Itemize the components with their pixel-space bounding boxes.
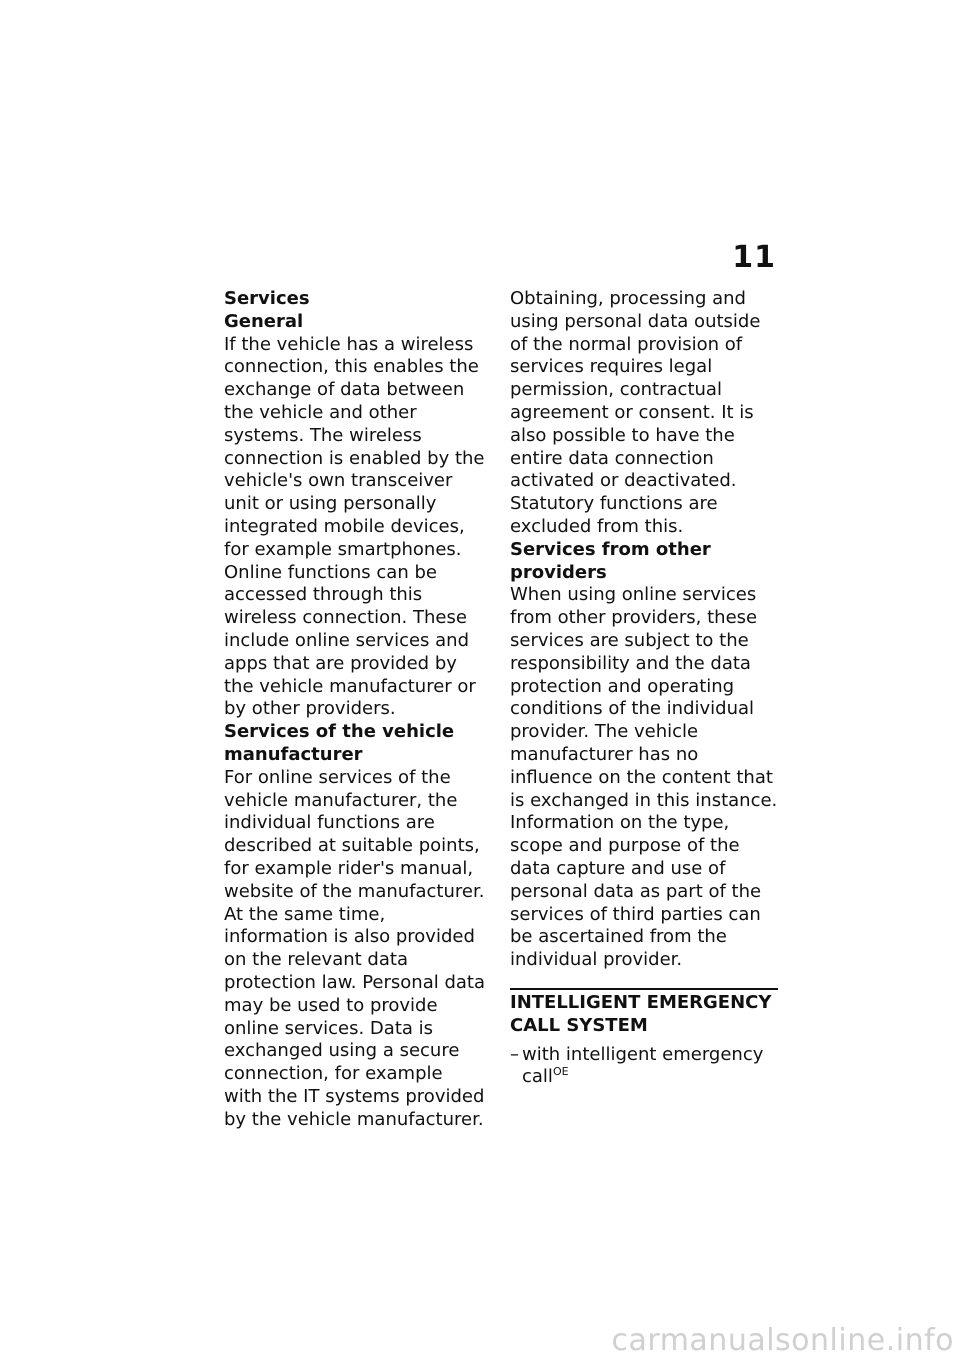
services-heading: Services <box>224 288 310 309</box>
list-dash: – <box>510 1043 519 1065</box>
other-providers-paragraph: When using online services from other providers, these services are subject to the responsibility and the data protection and operating conditions of the individual provider. The vehicle manufacturer has no influence on the content that is exchanged in this instance. Information on the type, scope and purpose of the data capture and use of personal data as part of the services of third parties can be ascertained from the individual provider. <box>510 584 778 971</box>
general-paragraph: If the vehicle has a wireless connection, this enables the exchange of data between the vehicle and other systems. The wireless connection is enabled by the vehicle's own transceiver unit or using personally integrated mobile devices, for example smartphones. Online functions can be accessed through this wireless connection. These include online services and apps that are provided by the vehicle manufacturer or by other providers. <box>224 333 485 720</box>
page-number: 11 <box>732 240 776 275</box>
continuation-paragraph: Obtaining, processing and using personal data outside of the normal provision of services requires legal permission, contractual agreement or consent. It is also possible to have the entire data connection activated or deactivated. Statutory functions are excluded from this. <box>510 288 761 537</box>
section-divider <box>510 988 778 990</box>
watermark: carmanualsonline.info <box>611 1323 954 1358</box>
other-providers-heading: Services from other providers <box>510 538 711 583</box>
equipment-list <box>510 1044 778 1090</box>
option-equipment-mark: OE <box>552 1065 569 1079</box>
manufacturer-services-heading: Services of the vehicle manufacturer <box>224 721 455 765</box>
list-item <box>510 1044 778 1090</box>
right-column <box>510 288 778 1089</box>
general-heading: General <box>224 310 304 332</box>
left-column <box>224 288 486 1131</box>
section-title: INTELLIGENT EMERGENCY CALL SYSTEM <box>510 991 772 1036</box>
list-item-text: with intelligent emergency call <box>522 1043 764 1088</box>
manufacturer-services-paragraph: For online services of the vehicle manufacturer, the individual functions are described at suitable points, for example rider's manual, website of the manufacturer. At the same time, information is also provided on the relevant data protection law. Personal data may be used to provide online services. Data is exchanged using a secure connection, for example with the IT systems provided by the vehicle manufacturer. <box>224 766 485 1130</box>
